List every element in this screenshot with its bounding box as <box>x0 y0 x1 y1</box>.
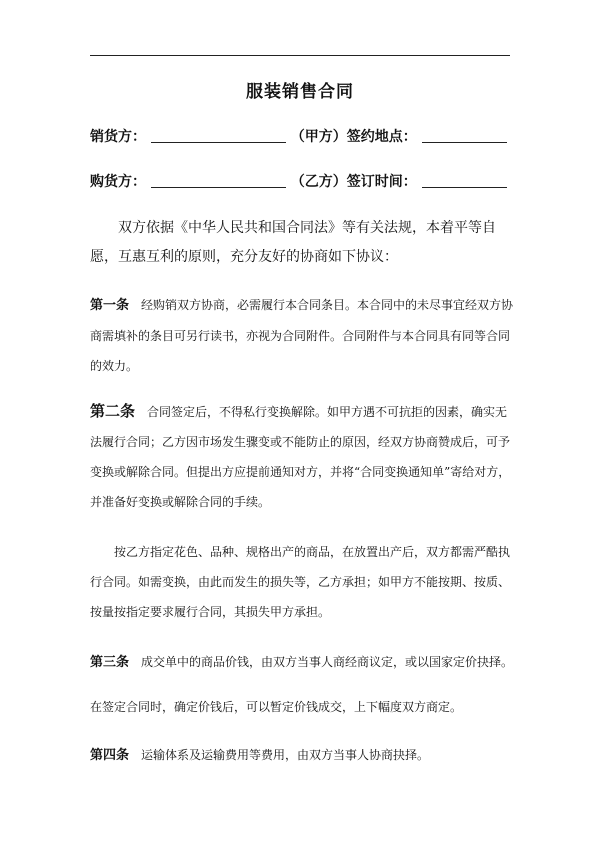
buyer-name-blank <box>151 173 286 188</box>
header-rule <box>90 55 510 56</box>
document-title: 服装销售合同 <box>246 82 354 102</box>
clause-1-text: 经购销双方协商，必需履行本合同条目。本合同中的未尽事宜经双方协商需填补的条目可另行读书，亦视为合同附件。合同附件与本合同具有同等合同的效力。 <box>90 298 514 373</box>
clause-3-continued <box>90 692 515 722</box>
seller-party-label: （甲方）签约地点： <box>290 129 417 145</box>
clause-1 <box>90 290 515 381</box>
intro-paragraph: 双方依据《中华人民共和国合同法》等有关法规，本着平等自愿，互惠互利的原则，充分友好的协商如下协议： <box>90 220 496 265</box>
clause-2-continued <box>90 537 515 627</box>
clause-3 <box>90 647 515 678</box>
clause-4-text: 运输体系及运输费用等费用，由双方当事人协商抉择。 <box>141 748 430 762</box>
seller-name-blank <box>151 128 286 143</box>
seller-label: 销货方： <box>90 129 146 145</box>
buyer-label: 购货方： <box>90 174 146 190</box>
clause-2 <box>90 396 515 517</box>
clause-4-heading: 第四条 <box>90 748 130 763</box>
seller-line <box>90 127 507 147</box>
signing-place-blank <box>422 128 507 143</box>
clause-3-continued-text: 在签定合同时，确定价钱后，可以暂定价钱成交，上下幅度双方商定。 <box>90 700 463 714</box>
clause-2-heading: 第二条 <box>90 402 136 420</box>
clause-2-continued-text: 按乙方指定花色、品种、规格出产的商品，在放置出产后，双方都需严酷执行合同。如需变换，由此而发生的损失等，乙方承担；如甲方不能按期、按质、按量按指定要求履行合同，其损失甲方承担。 <box>90 545 511 619</box>
buyer-party-label: （乙方）签订时间： <box>290 174 417 190</box>
clause-1-heading: 第一条 <box>90 298 130 313</box>
clause-3-text: 成交单中的商品价钱，由双方当事人商经商议定，或以国家定价抉择。 <box>141 655 514 669</box>
buyer-line <box>90 172 507 192</box>
signing-time-blank <box>422 173 507 188</box>
clause-3-heading: 第三条 <box>90 655 130 670</box>
clause-2-text: 合同签定后，不得私行变换解除。如甲方遇不可抗拒的因素，确实无法履行合同；乙方因市场发生骤变或不能防止的原因，经双方协商赞成后，可予变换或解除合同。但提出方应提前通知对方，并将“合同变换通知单”寄给对方，并准备好变换或解除合同的手续。 <box>90 405 511 509</box>
clause-4 <box>90 740 515 771</box>
